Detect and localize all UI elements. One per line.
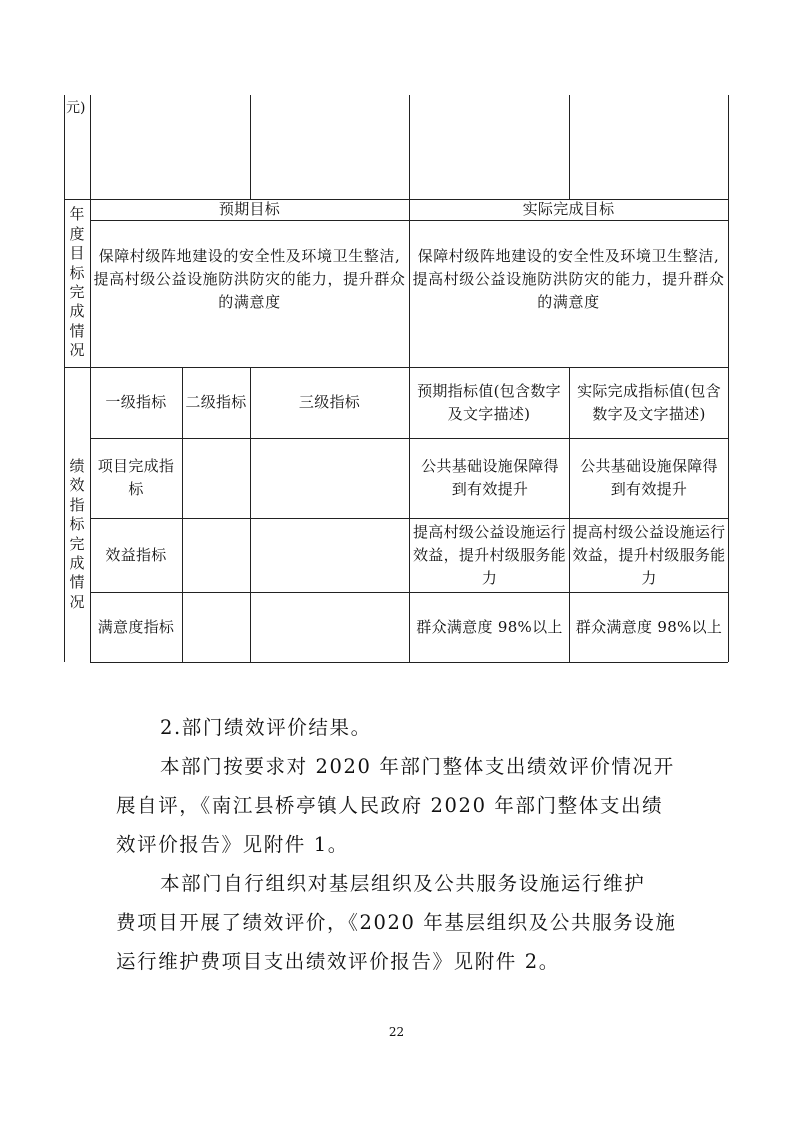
paragraph-line: 本部门自行组织对基层组织及公共服务设施运行维护 (160, 872, 646, 895)
table-row-expected: 提高村级公益设施运行效益，提升村级服务能力 (412, 522, 566, 587)
paragraph-line: 本部门按要求对 2020 年部门整体支出绩效评价情况开 (160, 755, 675, 778)
header-level2: 二级指标 (185, 393, 247, 411)
table-row-actual: 提高村级公益设施运行效益，提升村级服务能力 (572, 522, 726, 587)
paragraph-line: 效评价报告》见附件 1。 (116, 833, 349, 856)
performance-label: 绩 效 指 标 完 成 情 况 (69, 456, 85, 611)
table-row-actual: 群众满意度 98%以上 (575, 617, 723, 636)
table-row-level1: 效益指标 (105, 545, 167, 564)
actual-goal-text: 保障村级阵地建设的安全性及环境卫生整洁,提高村级公益设施防洪防灾的能力，提升群众的满意度 (412, 247, 725, 311)
header-actual-value: 实际完成指标值(包含数字及文字描述) (577, 381, 721, 423)
table-row-expected: 群众满意度 98%以上 (416, 617, 563, 636)
performance-table (64, 95, 728, 662)
paragraph-line: 费项目开展了绩效评价，《2020 年基层组织及公共服务设施 (116, 911, 677, 934)
top-fragment-cell: 元) (66, 99, 86, 116)
table-rule (569, 95, 570, 199)
page-number: 22 (388, 1025, 405, 1039)
table-rule (728, 95, 729, 662)
header-expected-value: 预期指标值(包含数字及文字描述) (417, 381, 561, 423)
table-rule (250, 95, 251, 199)
header-level1: 一级指标 (105, 393, 167, 411)
paragraph-line: 展自评，《南江县桥亭镇人民政府 2020 年部门整体支出绩 (116, 794, 664, 817)
expected-goal-text: 保障村级阵地建设的安全性及环境卫生整洁,提高村级公益设施防洪防灾的能力，提升群众的满意度 (93, 247, 406, 311)
table-row-level1: 项目完成指标 (97, 457, 175, 498)
actual-goal-header: 实际完成目标 (522, 200, 615, 218)
expected-goal-header: 预期目标 (218, 200, 281, 218)
table-rule (90, 662, 728, 663)
section-heading: 2.部门绩效评价结果。 (160, 716, 372, 739)
header-level3: 三级指标 (298, 393, 361, 411)
table-row-expected: 公共基础设施保障得到有效提升 (421, 457, 559, 498)
table-rule (409, 95, 410, 199)
table-row-level1: 满意度指标 (97, 617, 175, 636)
paragraph-line: 运行维护费项目支出绩效评价报告》见附件 2。 (116, 950, 560, 973)
table-row-actual: 公共基础设施保障得到有效提升 (580, 457, 718, 498)
annual-goal-label: 年 度 目 标 完 成 情 况 (69, 205, 85, 360)
